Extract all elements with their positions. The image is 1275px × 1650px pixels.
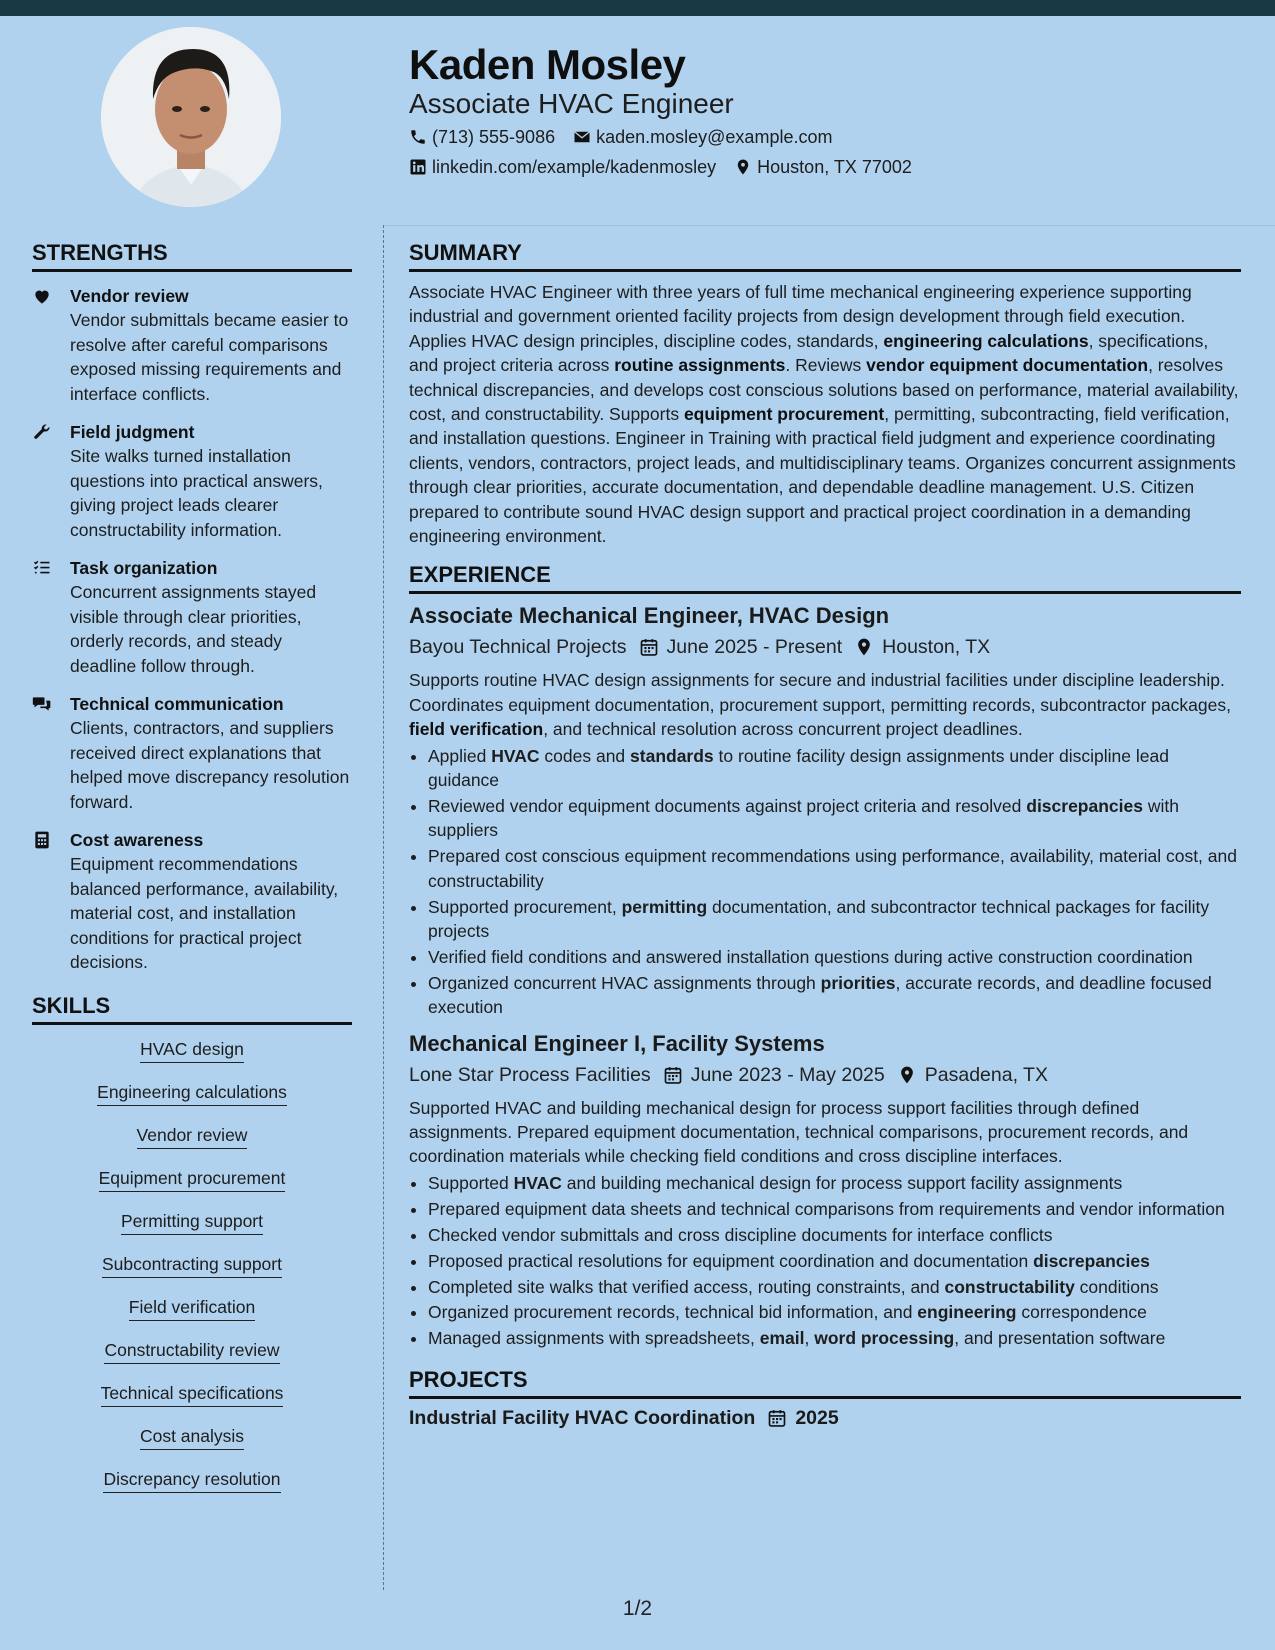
emphasis-text: word processing [814, 1328, 955, 1349]
job-entry [409, 602, 1241, 1019]
wrench-icon [32, 422, 52, 442]
calculator-icon [32, 830, 52, 850]
job-description: Supported HVAC and building mechanical design for process support facilities through defined assignments. Prepared equipment documentation, technical comparisons, procurement records, and coordination materials while checking field conditions and cross discipline interfaces. [409, 1097, 1189, 1167]
job-description: Supports routine HVAC design assignments for secure and industrial facilities under discipline leadership. Coordinates equipment documentation, procurement support, permitting records, subcontractor packages, field verification, and technical resolution across concurrent project deadlines. [409, 670, 1231, 740]
strength-title: Task organization [70, 558, 218, 578]
emphasis-text: engineering calculations [883, 330, 1089, 351]
list-check-icon [32, 558, 52, 578]
skills-list [32, 1033, 352, 1512]
skill-tag: Discrepancy resolution [103, 1469, 280, 1493]
strength-title: Technical communication [70, 694, 284, 714]
strength-item [32, 692, 352, 814]
location-contact [734, 157, 912, 178]
bullet-item: • Applied HVAC codes and standards to routine facility design assignments under discipline lead guidance [428, 744, 1241, 793]
emphasis-text: equipment procurement [683, 404, 885, 425]
skill-tag: Engineering calculations [97, 1082, 287, 1106]
skill-tag: Constructability review [104, 1340, 279, 1364]
skill-tag: HVAC design [140, 1039, 244, 1063]
emphasis-text: email [759, 1328, 805, 1349]
bullet-item: • Organized procurement records, technical bid information, and engineering correspondence [428, 1300, 1241, 1324]
skill-tag: Equipment procurement [99, 1168, 286, 1192]
skills-heading: SKILLS [32, 993, 352, 1025]
emphasis-text: HVAC [491, 745, 540, 766]
strength-item [32, 556, 352, 678]
calendar-icon [639, 637, 659, 657]
bullet-item: • Prepared cost conscious equipment recommendations using performance, availability, material cost, and constructability [428, 844, 1241, 893]
linkedin-icon [409, 158, 427, 176]
job-location: Houston, TX [854, 634, 990, 660]
job-title: Associate Mechanical Engineer, HVAC Design [409, 603, 890, 629]
emphasis-text: field verification [409, 719, 544, 740]
strength-item [32, 284, 352, 406]
emphasis-text: constructability [944, 1276, 1075, 1297]
bullet-item: • Supported procurement, permitting documentation, and subcontractor technical packages for facility projects [428, 895, 1241, 944]
strength-description: Clients, contractors, and suppliers received direct explanations that helped move discrepancy resolution forward. [70, 718, 350, 812]
page-number: 1/2 [622, 1597, 653, 1620]
bullet-item: • Organized concurrent HVAC assignments through priorities, accurate records, and deadline focused execution [428, 971, 1241, 1020]
summary-text: Associate HVAC Engineer with three years of full time mechanical engineering experience supporting industrial and government oriented facility projects from design development through field execution. Applies HVAC design principles, discipline codes, standards, engineering calculations, specifications, and project criteria across routine assignments. Reviews vendor equipment documentation, resolves technical discrepancies, and develops cost conscious solutions based on performance, material availability, cost, and constructability. Supports equipment procurement, permitting, subcontracting, field verification, and installation questions. Engineer in Training with practical field judgment and experience coordinating clients, vendors, contractors, project leads, and multidisciplinary teams. Organizes concurrent assignments through clear priorities, accurate documentation, and dependable deadline management. U.S. Citizen prepared to contribute sound HVAC design support and practical project coordination in a demanding engineering environment. [409, 282, 1239, 547]
skill-tag: Permitting support [121, 1211, 263, 1235]
calendar-icon [663, 1065, 683, 1085]
resume-header [409, 40, 912, 178]
bullet-item: • Verified field conditions and answered installation questions during active construction coordination [428, 945, 1241, 969]
company-name: Bayou Technical Projects [409, 636, 627, 659]
linkedin-url: linkedin.com/example/kadenmosley [432, 156, 717, 177]
location-text: Houston, TX 77002 [757, 156, 912, 177]
bullet-item: • Managed assignments with spreadsheets, email, word processing, and presentation software [428, 1326, 1241, 1350]
email-contact[interactable] [573, 127, 832, 148]
job-title: Mechanical Engineer I, Facility Systems [409, 1030, 825, 1056]
projects-list [409, 1407, 1241, 1430]
phone-contact[interactable] [409, 127, 555, 148]
skill-tag: Vendor review [137, 1125, 248, 1149]
emphasis-text: discrepancies [1033, 1250, 1150, 1271]
bullet-item: • Reviewed vendor equipment documents against project criteria and resolved discrepancies with suppliers [428, 794, 1241, 843]
left-column [32, 240, 352, 1512]
top-accent-bar [0, 0, 1275, 16]
strengths-heading: STRENGTHS [32, 240, 352, 272]
project-entry [409, 1407, 1241, 1430]
summary-heading: SUMMARY [409, 240, 1241, 272]
emphasis-text: HVAC [513, 1172, 562, 1193]
job-location: Pasadena, TX [897, 1062, 1048, 1088]
strength-item [32, 420, 352, 542]
bullet-item: • Checked vendor submittals and cross discipline documents for interface conflicts [428, 1223, 1241, 1247]
chat-bubbles-icon [32, 694, 52, 714]
bullet-item: • Proposed practical resolutions for equipment coordination and documentation discrepancies [428, 1249, 1241, 1273]
right-column [409, 240, 1241, 1430]
job-bullets [409, 744, 1241, 1020]
header-divider [383, 225, 1275, 226]
map-pin-icon [897, 1065, 917, 1085]
strength-title: Field judgment [70, 422, 195, 442]
candidate-title: Associate HVAC Engineer [409, 88, 734, 120]
candidate-name: Kaden Mosley [409, 41, 686, 88]
linkedin-contact[interactable] [409, 157, 716, 178]
strength-description: Concurrent assignments stayed visible through clear priorities, orderly records, and steady deadline follow through. [70, 582, 317, 676]
experience-list [409, 602, 1241, 1350]
bullet-item: • Supported HVAC and building mechanical design for process support facility assignments [428, 1171, 1241, 1195]
job-bullets [409, 1171, 1241, 1351]
job-dates: June 2025 - Present [639, 634, 843, 660]
job-meta [409, 634, 1241, 660]
experience-heading: EXPERIENCE [409, 562, 1241, 594]
strength-description: Vendor submittals became easier to resolve after careful comparisons exposed missing requirements and interface conflicts. [70, 310, 349, 404]
job-entry [409, 1030, 1241, 1351]
map-pin-icon [734, 158, 752, 176]
skill-tag: Cost analysis [140, 1426, 244, 1450]
project-year: 2025 [767, 1407, 838, 1430]
phone-icon [409, 128, 427, 146]
skill-tag: Field verification [129, 1297, 255, 1321]
column-divider [383, 225, 384, 1590]
emphasis-text: routine assignments [614, 355, 786, 376]
emphasis-text: priorities [820, 972, 896, 993]
projects-heading: PROJECTS [409, 1367, 1241, 1399]
strength-title: Cost awareness [70, 830, 204, 850]
envelope-icon [573, 128, 591, 146]
strength-description: Equipment recommendations balanced performance, availability, material cost, and installation conditions for practical project decisions. [70, 854, 339, 972]
emphasis-text: engineering [917, 1302, 1017, 1323]
strength-item [32, 828, 352, 975]
heart-icon [32, 286, 52, 306]
emphasis-text: vendor equipment documentation [866, 355, 1149, 376]
bullet-item: • Prepared equipment data sheets and technical comparisons from requirements and vendor information [428, 1197, 1241, 1221]
company-name: Lone Star Process Facilities [409, 1063, 651, 1086]
skill-tag: Subcontracting support [102, 1254, 282, 1278]
emphasis-text: permitting [621, 896, 708, 917]
map-pin-icon [854, 637, 874, 657]
emphasis-text: standards [630, 745, 714, 766]
strength-title: Vendor review [70, 286, 189, 306]
strength-description: Site walks turned installation questions into practical answers, giving project leads clearer constructability information. [70, 446, 323, 540]
job-meta [409, 1062, 1241, 1088]
emphasis-text: discrepancies [1026, 796, 1143, 816]
job-dates: June 2023 - May 2025 [663, 1062, 885, 1088]
project-title: Industrial Facility HVAC Coordination [409, 1406, 756, 1429]
profile-photo [101, 27, 281, 207]
email-address: kaden.mosley@example.com [596, 126, 833, 147]
phone-number: (713) 555-9086 [432, 126, 556, 147]
bullet-item: • Completed site walks that verified access, routing constraints, and constructability conditions [428, 1275, 1241, 1299]
skill-tag: Technical specifications [101, 1383, 284, 1407]
strengths-list [32, 280, 352, 975]
calendar-icon [767, 1408, 787, 1428]
